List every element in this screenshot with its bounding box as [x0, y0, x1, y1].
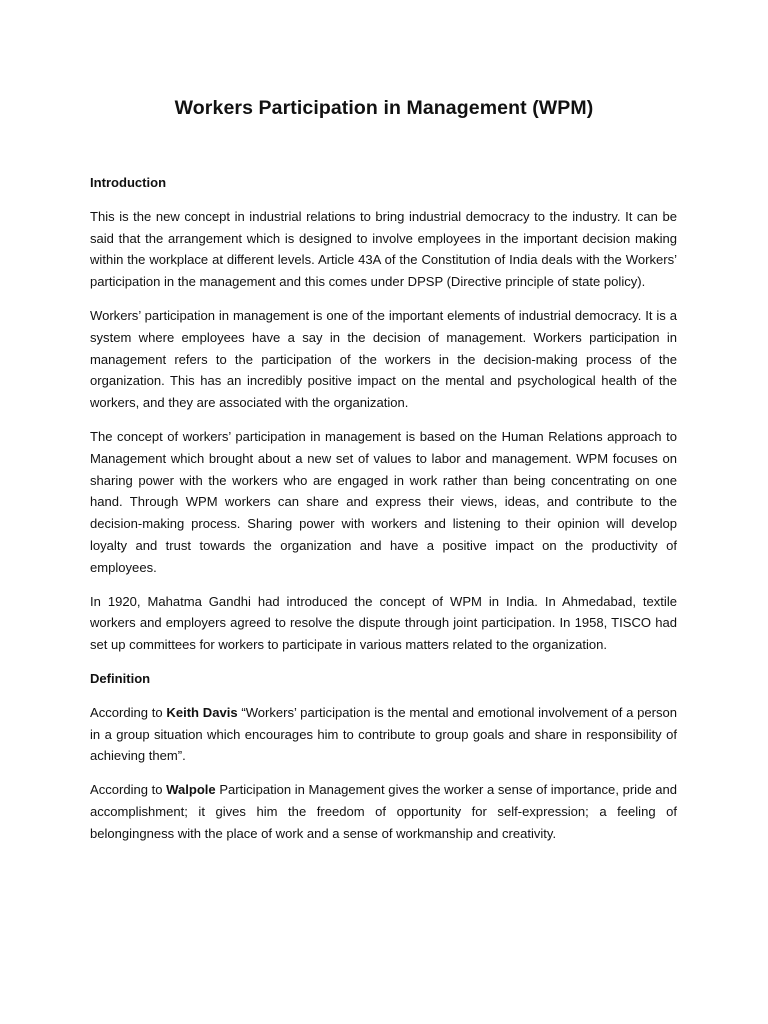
definition-quote-keith-davis	[90, 702, 677, 767]
definition-quote-walpole	[90, 779, 677, 844]
introduction-heading: Introduction	[90, 175, 167, 190]
quote-text: Participation in Management gives the worker a sense of importance, pride and accomplishment; it gives him the freedom of opportunity for self-expression; a feeling of belongingness with the place of work and a sense of workmanship and creativity.	[90, 782, 677, 841]
document-body	[90, 172, 677, 857]
quote-author: Walpole	[166, 782, 216, 798]
quote-prefix: According to	[90, 782, 167, 798]
quote-prefix: According to	[90, 704, 167, 720]
introduction-paragraph-3: The concept of workers’ participation in management is based on the Human Relations approach to Management which brought about a new set of values to labor and management. WPM focuses on sharing power with the workers who are engaged in work rather than being concentrating on one hand. Through WPM workers can share and express their views, ideas, and contribute to the decision-making process. Sharing power with workers and listening to their opinion will develop loyalty and trust towards the organization and have a positive impact on the productivity of employees.	[90, 429, 677, 575]
introduction-paragraph-1: This is the new concept in industrial relations to bring industrial democracy to the industry. It can be said that the arrangement which is designed to involve employees in the important decision making within the workplace at different levels. Article 43A of the Constitution of India deals with the Workers’ participation in the management and this comes under DPSP (Directive principle of state policy).	[90, 209, 677, 290]
introduction-paragraph-4: In 1920, Mahatma Gandhi had introduced the concept of WPM in India. In Ahmedabad, textile workers and employers agreed to resolve the dispute through joint participation. In 1958, TISCO had set up committees for workers to participate in various matters related to the organization.	[90, 593, 677, 653]
document-title: Workers Participation in Management (WPM)	[174, 97, 594, 119]
definition-heading: Definition	[90, 670, 151, 686]
quote-author: Keith Davis	[166, 704, 238, 720]
quote-text: “Workers’ participation is the mental and emotional involvement of a person in a group situation which encourages him to contribute to group goals and share in responsibility of achieving them”.	[90, 704, 677, 764]
introduction-paragraph-2: Workers’ participation in management is one of the important elements of industrial democracy. It is a system where employees have a say in the decision of management. Workers participation in management refers to the participation of the workers in the decision-making process of the organization. This has an incredibly positive impact on the mental and psychological health of the workers, and they are associated with the organization.	[90, 308, 677, 411]
